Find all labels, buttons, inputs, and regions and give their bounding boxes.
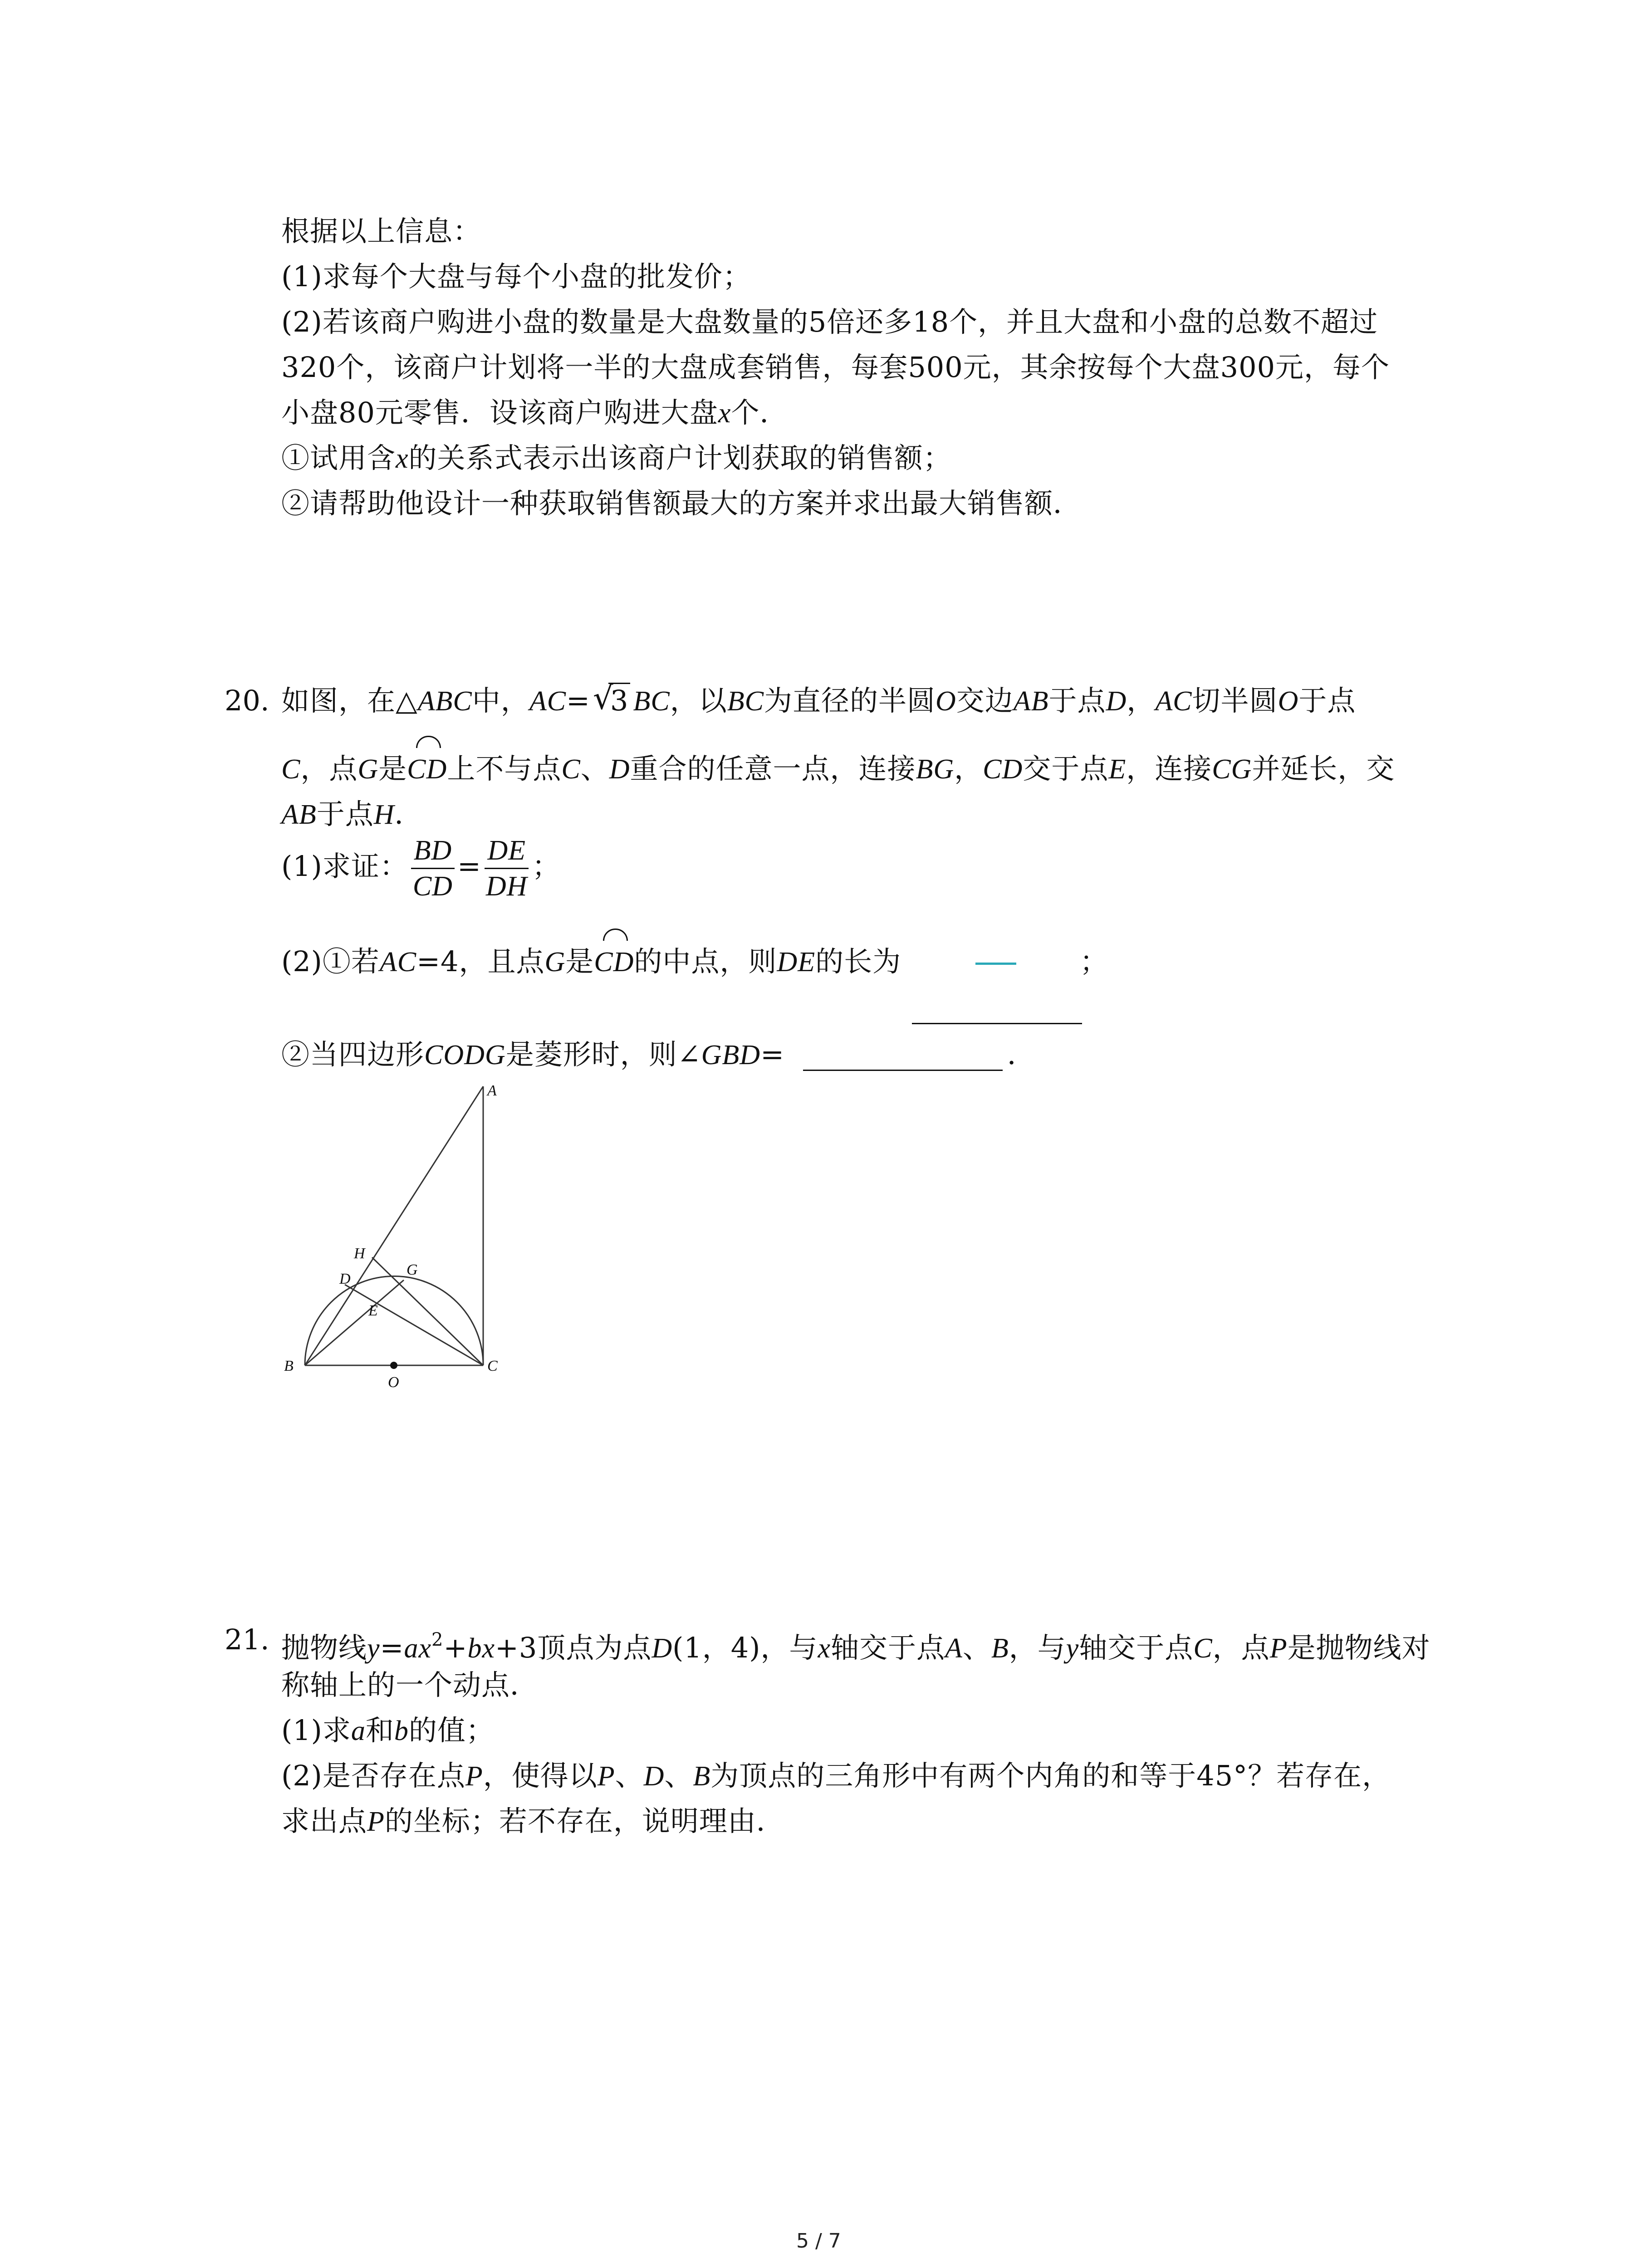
q19-part2-line3: 小盘80元零售．设该商户购进大盘x个． xyxy=(281,396,789,429)
fraction-bd-cd: $\frac{BD}{CD}$ xyxy=(410,833,456,904)
label-g: G xyxy=(407,1261,418,1278)
label-o: O xyxy=(388,1374,399,1391)
q20-part1: (1)求证： $\frac{BD}{CD}$ = $\frac{DE}{DH}$ ； xyxy=(281,830,561,904)
sqrt-symbol: √ 3 xyxy=(593,683,630,719)
q20-part3-end: ． xyxy=(1007,1038,1036,1071)
point-o xyxy=(390,1362,397,1369)
q20-part2-end: ； xyxy=(1080,945,1109,978)
arc-cd: CD xyxy=(594,944,634,980)
q19-part1: (1)求每个大盘与每个小盘的批发价； xyxy=(281,260,751,293)
geometry-figure xyxy=(272,1075,526,1402)
q19-sub2: ②请帮助他设计一种获取销售额最大的方案并求出最大销售额． xyxy=(281,487,1082,520)
label-d: D xyxy=(339,1271,351,1287)
answer-blank-1[interactable] xyxy=(912,1023,1082,1024)
q19-intro: 根据以上信息： xyxy=(281,215,482,248)
label-c: C xyxy=(487,1358,498,1374)
q21-part1: (1)求a和b的值； xyxy=(281,1714,495,1747)
page-number: 5 / 7 xyxy=(796,2229,841,2253)
q20-part3: ②当四边形CODG是菱形时，则∠GBD= xyxy=(281,1038,785,1071)
q21-part2: (2)是否存在点P，使得以P、D、B为顶点的三角形中有两个内角的和等于45°？若存在， xyxy=(281,1759,1391,1792)
q19-part2-line1: (2)若该商户购进小盘的数量是大盘数量的5倍还多18个，并且大盘和小盘的总数不超过 xyxy=(281,305,1378,338)
q20-number: 20. xyxy=(225,684,269,717)
q21-line2: 称轴上的一个动点． xyxy=(281,1668,539,1701)
segment-cd xyxy=(345,1285,483,1365)
q20-part2: (2)①若AC=4，且点G是CD的中点，则DE的长为 xyxy=(281,943,901,980)
q21-number: 21. xyxy=(225,1623,269,1656)
q20-line3: AB于点H． xyxy=(281,797,423,831)
label-h: H xyxy=(354,1245,365,1262)
answer-dash xyxy=(975,963,1016,965)
label-e: E xyxy=(368,1302,378,1319)
q21-part3: 求出点P的坐标；若不存在，说明理由． xyxy=(281,1804,785,1838)
segment-bg xyxy=(305,1280,404,1365)
q19-sub1: ①试用含x的关系式表示出该商户计划获取的销售额； xyxy=(281,441,952,474)
semicircle-o xyxy=(305,1276,483,1366)
segment-ba xyxy=(305,1086,483,1365)
q20-line2: C，点G是CD上不与点C、D重合的任意一点，连接BG，CD交于点E，连接CG并延长，交 xyxy=(281,751,1395,787)
fraction-de-dh: $\frac{DE}{DH}$ xyxy=(483,833,530,904)
q21-line1: 抛物线$y=ax^2+bx+3$顶点为点D(1，4)，与x轴交于点A、B，与y轴交于点C，点P是抛物线对 xyxy=(281,1629,1430,1664)
answer-blank-2[interactable] xyxy=(803,1070,1003,1071)
label-a: A xyxy=(487,1082,497,1099)
segment-ch xyxy=(372,1257,483,1365)
arc-cd: CD xyxy=(407,751,447,787)
label-b: B xyxy=(284,1358,294,1374)
q20-line1: 如图，在△ABC中，AC= √ 3 BC，以BC为直径的半圆O交边AB于点D，AC切半圆O于点 xyxy=(281,683,1356,719)
q19-part2-line2: 320个，该商户计划将一半的大盘成套销售，每套500元，其余按每个大盘300元，每个 xyxy=(281,351,1390,384)
